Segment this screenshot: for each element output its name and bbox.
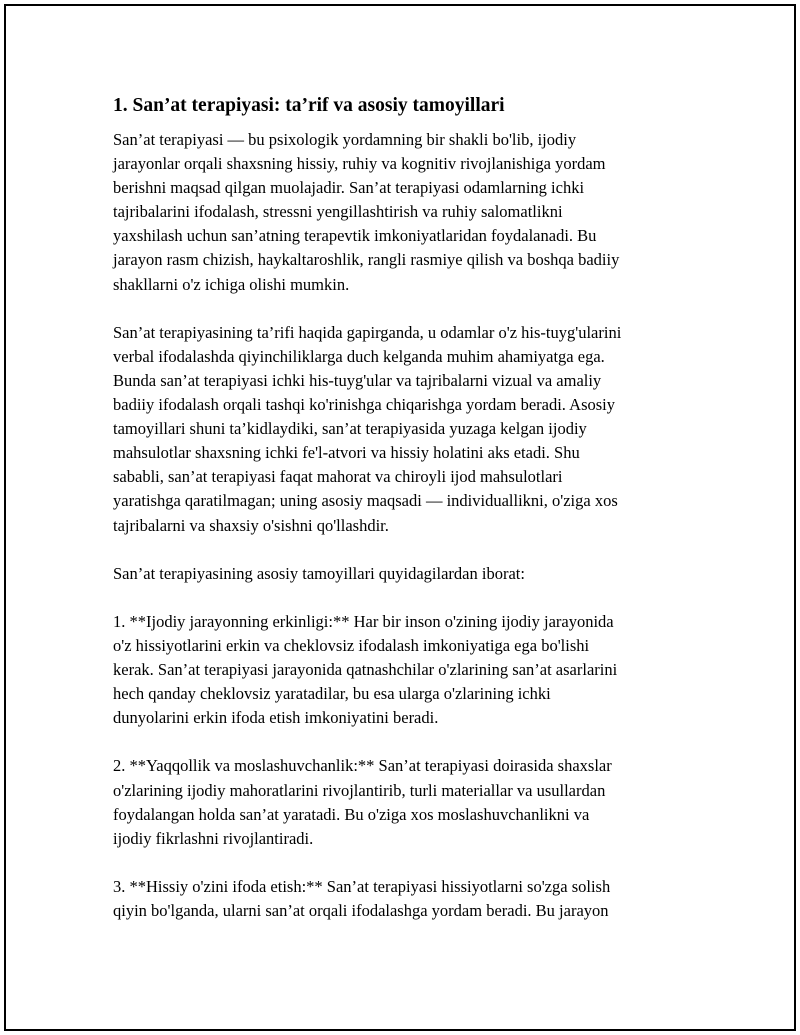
paragraph-definition: San’at terapiyasi — bu psixologik yordamning bir shakli bo'lib, ijodiy jarayonlar orqali shaxsning hissiy, ruhiy va kognitiv rivojlanishiga yordam berishni maqsad qilgan muolajadir. San’at terapiyasi odamlarning ichki tajribalarini ifodalash, stressni yengillashtirish va ruhiy salomatlikni yaxshilash uchun san’atning terapevtik imkoniyatlaridan foydalanadi. Bu jarayon rasm chizish, haykaltaroshlik, rangli rasmiye qilish va boshqa badiiy shakllarni o'z ichiga olishi mumkin.: [113, 130, 620, 294]
section-title: 1. San’at terapiyasi: ta’rif va asosiy tamoyillari: [113, 95, 505, 116]
list-item-2: 2. **Yaqqollik va moslashuvchanlik:** San’at terapiyasi doirasida shaxslar o'zlarining ijodiy mahoratlarini rivojlantirib, turli materiallar va usullardan foydalangan holda san’at yaratadi. Bu o'ziga xos moslashuvchanlikni va ijodiy fikrlashni rivojlantiradi.: [113, 756, 612, 848]
paragraph-list-lead: San’at terapiyasining asosiy tamoyillari quyidagilardan iborat:: [113, 563, 525, 583]
list-item-1: 1. **Ijodiy jarayonning erkinligi:** Har bir inson o'zining ijodiy jarayonida o'z hissiyotlarini erkin va cheklovsiz ifodalash imkoniyatiga ega bo'lishi kerak. San’at terapiyasi jarayonida qatnashchilar o'zlarining san’at asarlarini hech qanday cheklovsiz yaratadilar, bu esa ularga o'zlarining ichki dunyolarini erkin ifoda etish imkoniyatini beradi.: [113, 611, 618, 728]
list-item-3: 3. **Hissiy o'zini ifoda etish:** San’at terapiyasi hissiyotlarni so'zga solish qiyin bo'lganda, ularni san’at orqali ifodalashga yordam beradi. Bu jarayon: [113, 876, 611, 920]
document-body: [113, 92, 693, 947]
paragraph-principles-intro: San’at terapiyasining ta’rifi haqida gapirganda, u odamlar o'z his-tuyg'ularini verbal ifodalashda qiyinchiliklarga duch kelganda muhim ahamiyatga ega. Bunda san’at terapiyasi ichki his-tuyg'ular va tajribalarni vizual va amaliy badiiy ifodalash orqali tashqi ko'rinishga chiqarishga yordam beradi. Asosiy tamoyillari shuni ta’kidlaydiki, san’at terapiyasida yuzaga kelgan ijodiy mahsulotlar shaxsning ichki fe'l-atvori va hissiy holatini aks etadi. Shu sababli, san’at terapiyasi faqat mahorat va chiroyli ijod mahsulotlari yaratishga qaratilmagan; uning asosiy maqsadi — individuallikni, o'ziga xos tajribalarni va shaxsiy o'sishni qo'llashdir.: [113, 322, 622, 535]
